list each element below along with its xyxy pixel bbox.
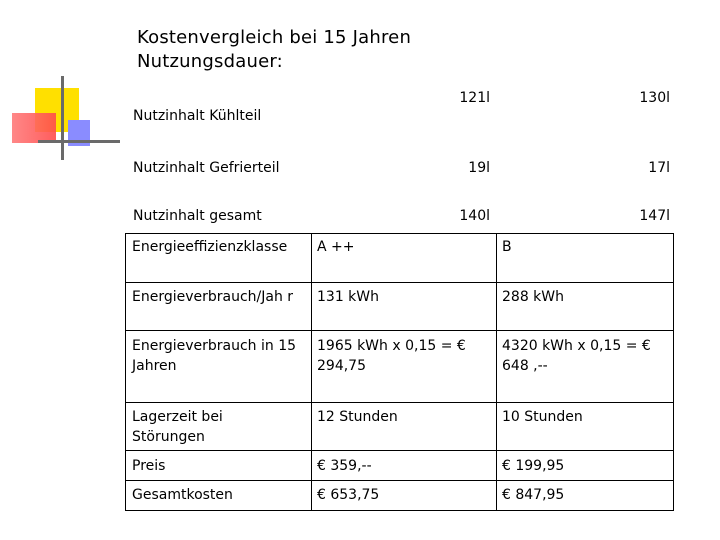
row-label-gesamt: Nutzinhalt gesamt (133, 208, 262, 224)
table-row-divider (126, 480, 673, 481)
table-cell-b: 4320 kWh x 0,15 = € 648 ,-- (502, 338, 651, 374)
value-a-kuehlteil: 121l (459, 90, 490, 106)
table-row-divider (126, 450, 673, 451)
table-cell-a: 1965 kWh x 0,15 = € 294,75 (317, 338, 466, 374)
value-b-gefrierteil: 17l (648, 160, 670, 176)
value-a-gefrierteil: 19l (468, 160, 490, 176)
table-row-divider (126, 330, 673, 331)
table-cell-a: 131 kWh (317, 289, 379, 305)
value-b-gesamt: 147l (639, 208, 670, 224)
table-row-divider (126, 282, 673, 283)
table-row-label: Gesamtkosten (132, 487, 233, 503)
table-col-divider (311, 234, 312, 510)
table-cell-a: € 653,75 (317, 487, 380, 503)
table-cell-b: € 199,95 (502, 458, 565, 474)
row-label-kuehlteil: Nutzinhalt Kühlteil (133, 108, 262, 124)
table-cell-b: 288 kWh (502, 289, 564, 305)
table-row-divider (126, 402, 673, 403)
table-row-label: Energieeffizienzklasse (132, 239, 288, 255)
table-cell-b: 10 Stunden (502, 409, 583, 425)
table-row-label: Energieverbrauch/Jah r (132, 289, 294, 305)
page-title: Kostenvergleich bei 15 Jahren Nutzungsdauer: (137, 27, 412, 72)
value-b-kuehlteil: 130l (639, 90, 670, 106)
comparison-table (125, 233, 674, 511)
value-a-gesamt: 140l (459, 208, 490, 224)
table-cell-a: A ++ (317, 239, 355, 255)
decor-horizontal-line (38, 140, 120, 143)
row-label-gefrierteil: Nutzinhalt Gefrierteil (133, 160, 280, 176)
decor-red-bar (12, 113, 56, 143)
table-row-label: Preis (132, 458, 166, 474)
table-row-label: Lagerzeit bei Störungen (132, 409, 223, 445)
table-row-label: Energieverbrauch in 15 Jahren (132, 338, 297, 374)
table-cell-a: 12 Stunden (317, 409, 398, 425)
table-cell-a: € 359,-- (317, 458, 372, 474)
table-cell-b: € 847,95 (502, 487, 565, 503)
table-col-divider (496, 234, 497, 510)
decor-vertical-line (61, 76, 64, 160)
table-cell-b: B (502, 239, 512, 255)
